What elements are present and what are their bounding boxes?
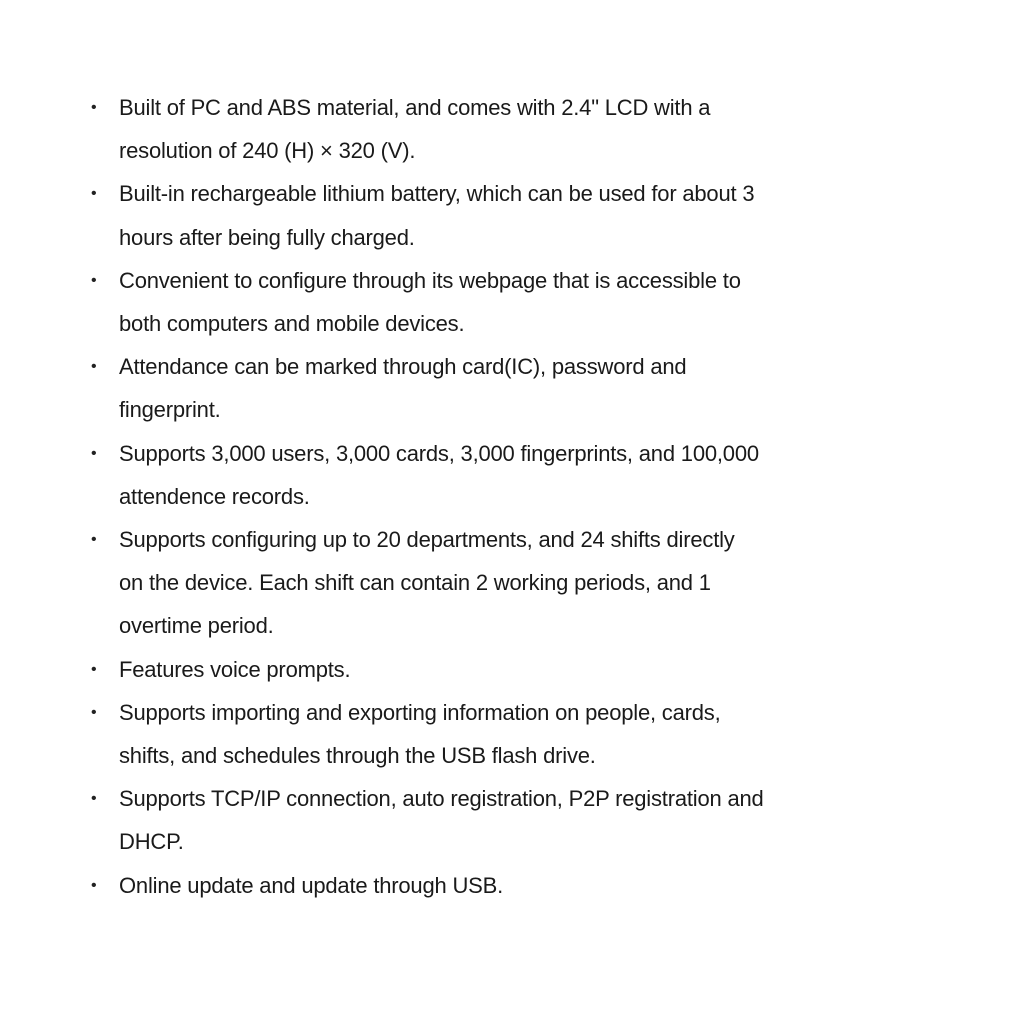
bullet-icon: •	[91, 185, 97, 203]
feature-item	[88, 691, 888, 777]
feature-line: Supports configuring up to 20 departments, and 24 shifts directly	[119, 527, 735, 553]
feature-line: Convenient to configure through its webpage that is accessible to	[119, 267, 741, 293]
feature-line: Built-in rechargeable lithium battery, which can be used for about 3	[119, 181, 755, 207]
feature-line: Features voice prompts.	[119, 656, 351, 682]
feature-line: Supports TCP/IP connection, auto registration, P2P registration and	[119, 786, 764, 812]
feature-line: Built of PC and ABS material, and comes with 2.4" LCD with a	[119, 95, 711, 120]
bullet-icon: •	[91, 876, 97, 894]
feature-line: resolution of 240 (H) × 320 (V).	[119, 138, 416, 164]
bullet-icon: •	[91, 660, 97, 678]
feature-item	[88, 345, 888, 431]
feature-line: Supports 3,000 users, 3,000 cards, 3,000 fingerprints, and 100,000	[119, 440, 759, 466]
bullet-icon: •	[91, 358, 97, 376]
feature-list	[88, 86, 888, 907]
feature-line: fingerprint.	[119, 397, 221, 423]
feature-line: Attendance can be marked through card(IC), password and	[119, 354, 687, 380]
feature-line: Supports importing and exporting information on people, cards,	[119, 699, 721, 725]
feature-item	[88, 777, 888, 863]
feature-line: both computers and mobile devices.	[119, 311, 465, 337]
feature-item	[88, 518, 888, 648]
feature-item	[88, 259, 888, 345]
feature-line: hours after being fully charged.	[119, 224, 415, 250]
feature-item	[88, 648, 888, 691]
bullet-icon: •	[91, 703, 97, 721]
feature-line: DHCP.	[119, 829, 184, 855]
feature-line: on the device. Each shift can contain 2 working periods, and 1	[119, 570, 711, 596]
bullet-icon: •	[91, 790, 97, 808]
feature-item	[88, 432, 888, 518]
bullet-icon: •	[91, 99, 97, 116]
bullet-icon: •	[91, 271, 97, 289]
feature-item	[88, 864, 888, 907]
feature-item	[88, 86, 888, 172]
bullet-icon: •	[91, 531, 97, 549]
feature-line: Online update and update through USB.	[119, 872, 504, 898]
feature-line: overtime period.	[119, 613, 274, 639]
feature-item	[88, 172, 888, 258]
bullet-icon: •	[91, 444, 97, 462]
feature-line: attendence records.	[119, 483, 310, 509]
feature-line: shifts, and schedules through the USB flash drive.	[119, 743, 596, 769]
